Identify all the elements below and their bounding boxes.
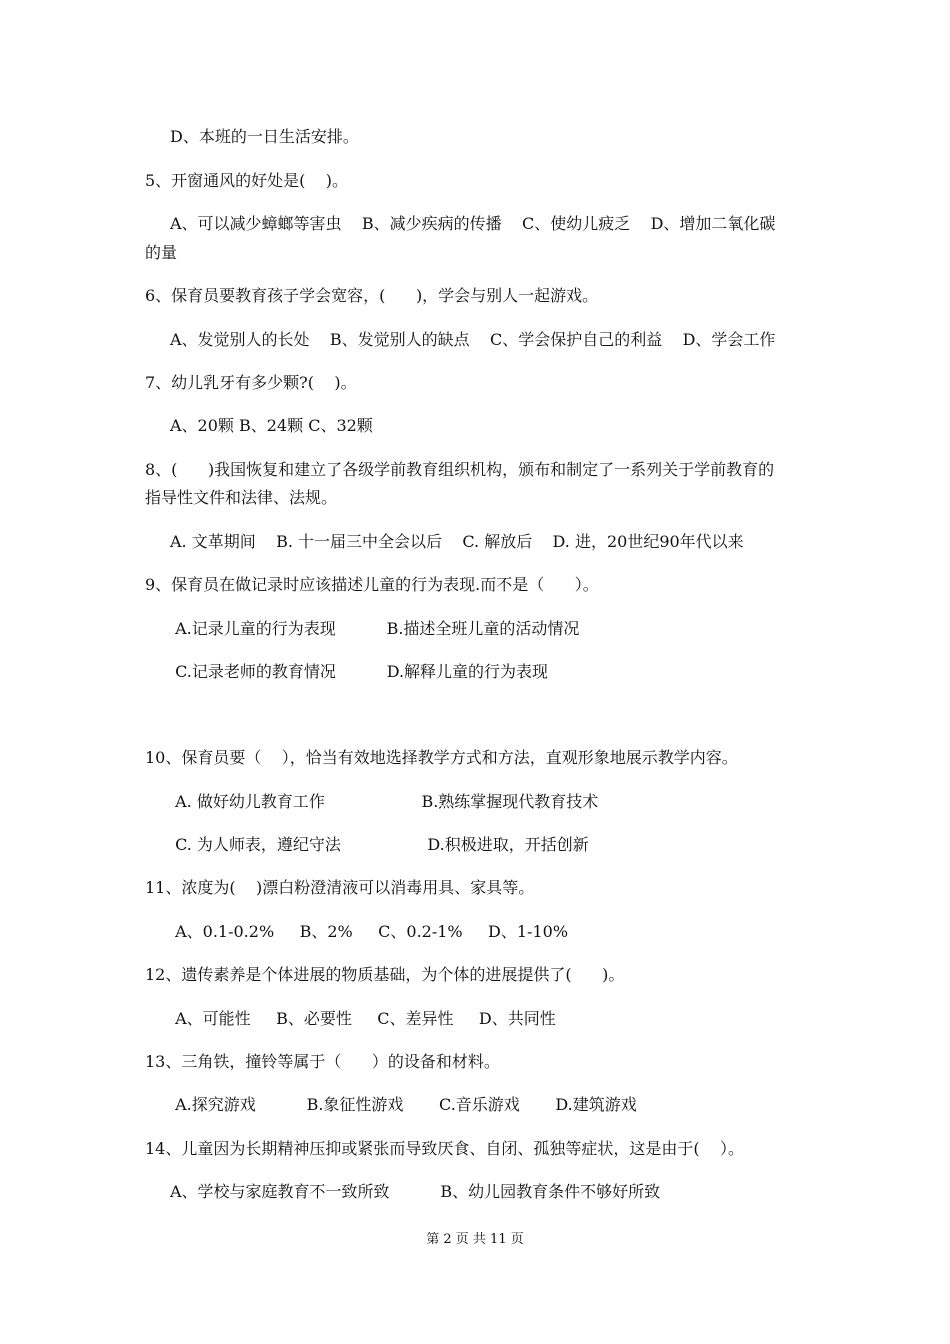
question-12: 12、遗传素养是个体进展的物质基础，为个体的进展提供了( )。	[145, 965, 625, 984]
question-8-wrap: 指导性文件和法律、法规。	[145, 488, 338, 507]
option-line-q8: A. 文革期间 B. 十一届三中全会以后 C. 解放后 D. 进，20世纪90年代以来	[170, 532, 744, 551]
question-6: 6、保育员要教育孩子学会宽容，( )，学会与别人一起游戏。	[145, 286, 599, 305]
option-line-q13: A.探究游戏 B.象征性游戏 C.音乐游戏 D.建筑游戏	[170, 1095, 637, 1114]
option-line-q7: A、20颗 B、24颗 C、32颗	[170, 416, 373, 435]
option-line-q11: A、0.1-0.2% B、2% C、0.2-1% D、1-10%	[170, 922, 569, 941]
option-line-q10-cd: C. 为人师表，遵纪守法 D.积极进取，开括创新	[170, 835, 589, 854]
page-footer: 第 2 页 共 11 页	[426, 1232, 524, 1247]
question-14: 14、儿童因为长期精神压抑或紧张而导致厌食、自闭、孤独等症状，这是由于( ）。	[145, 1139, 744, 1158]
question-5: 5、开窗通风的好处是( )。	[145, 171, 349, 190]
option-line-q9-cd: C.记录老师的教育情况 D.解释儿童的行为表现	[170, 662, 549, 681]
question-10: 10、保育员要（ ），恰当有效地选择教学方式和方法，直观形象地展示教学内容。	[145, 748, 738, 767]
option-line-q6: A、发觉别人的长处 B、发觉别人的缺点 C、学会保护自己的利益 D、学会工作	[170, 330, 776, 349]
option-line-q5-wrap: 的量	[145, 243, 178, 262]
option-line-q5: A、可以减少蟑螂等害虫 B、减少疾病的传播 C、使幼儿疲乏 D、增加二氧化碳	[170, 214, 776, 233]
question-13: 13、三角铁，撞铃等属于（ ）的设备和材料。	[145, 1052, 500, 1071]
option-line-q4-d: D、本班的一日生活安排。	[170, 127, 359, 146]
question-11: 11、浓度为( )漂白粉澄清液可以消毒用具、家具等。	[145, 878, 535, 897]
option-line-q14-ab: A、学校与家庭教育不一致所致 B、幼儿园教育条件不够好所致	[170, 1182, 661, 1201]
question-9: 9、保育员在做记录时应该描述儿童的行为表现.而不是（ ）。	[145, 575, 599, 594]
question-8: 8、( )我国恢复和建立了各级学前教育组织机构，颁布和制定了一系列关于学前教育的	[145, 460, 775, 479]
option-line-q10-ab: A. 做好幼儿教育工作 B.熟练掌握现代教育技术	[170, 792, 599, 811]
question-7: 7、幼儿乳牙有多少颗?( )。	[145, 373, 357, 392]
option-line-q9-ab: A.记录儿童的行为表现 B.描述全班儿童的活动情况	[170, 619, 580, 638]
option-line-q12: A、可能性 B、必要性 C、差异性 D、共同性	[170, 1009, 556, 1028]
